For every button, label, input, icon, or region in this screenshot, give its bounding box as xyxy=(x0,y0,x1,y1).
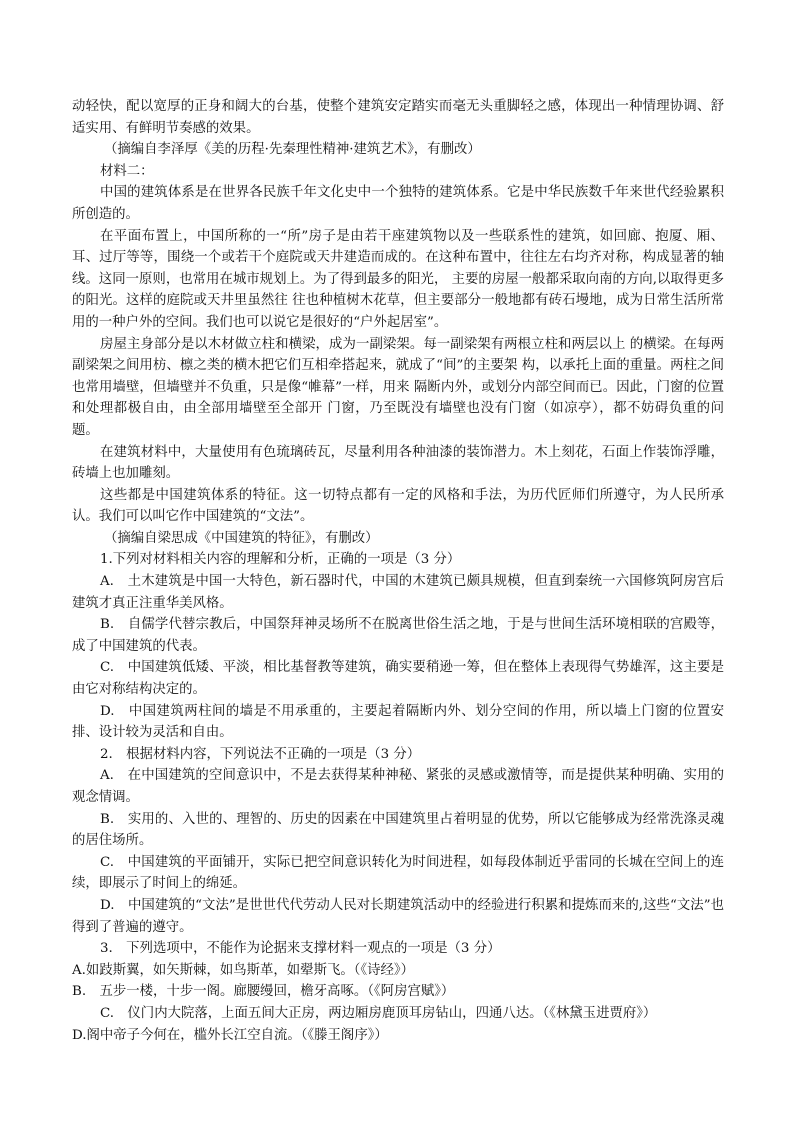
question-1-option-b: B. 自儒学代替宗教后，中国祭拜神灵场所不在脱离世俗生活之地，于是与世间生活环境相联的宫殿等，成了中国建筑的代表。 xyxy=(72,617,724,654)
paragraph-grammar: 这些都是中国建筑体系的特征。这一切特点都有一定的风格和手法，为历代匠师们所遵守，为人民所承认。我们可以叫它作中国建筑的“文法”。 xyxy=(72,487,724,525)
question-2-option-a: A. 在中国建筑的空间意识中，不是去获得某种神秘、紧张的灵感或激情等，而是提供某种明确、实用的观念情调。 xyxy=(72,768,724,805)
question-3-option-d: D.阁中帝子今何在，槛外长江空自流。（《滕王阁序》） xyxy=(72,1027,388,1043)
question-2-option-d: D. 中国建筑的“文法”是世世代代劳动人民对长期建筑活动中的经验进行积累和提炼而来的,这些“文法”也得到了普遍的遵守。 xyxy=(72,897,724,935)
question-3-option-a: A.如跂斯翼，如矢斯棘，如鸟斯革，如翚斯飞。（《诗经》） xyxy=(72,962,414,978)
source-citation-liang-sicheng: （摘编自梁思成《中国建筑的特征》，有删改） xyxy=(104,530,379,546)
paragraph-materials: 在建筑材料中，大量使用有色琉璃砖瓦，尽量利用各种油漆的装饰潜力。木上刻花，石面上作装饰浮雕，砖墙上也加雕刻。 xyxy=(72,444,724,482)
question-3-option-b: B. 五步一楼，十步一阁。廊腰缦回，檐牙高啄。（《阿房宫赋》） xyxy=(72,984,455,1000)
paragraph-intro: 中国的建筑体系是在世界各民族千年文化史中一个独特的建筑体系。它是中华民族数千年来世代经验累积所创造的。 xyxy=(72,185,724,222)
question-1-option-a: A. 土木建筑是中国一大特色，新石器时代，中国的木建筑已颇具规模，但直到秦统一六国修筑阿房宫后建筑才真正注重华美风格。 xyxy=(72,574,724,611)
question-1-option-d: D. 中国建筑两柱间的墙是不用承重的，主要起着隔断内外、划分空间的作用，所以墙上门窗的位置安排、设计较为灵活和自由。 xyxy=(72,703,724,741)
paragraph-plan-layout: 在平面布置上，中国所称的一“所”房子是由若干座建筑物以及一些联系性的建筑，如回廊、抱厦、厢、耳、过厅等等，围绕一个或若干个庭院或天井建造而成的。在这种布置中，往往左右均齐对称，构成显著的轴线。这同一原则，也常用在城市规划上。为了得到最多的阳光， 主要的房屋一般都采取向南的方向,以取得更多的阳光。这样的庭院或天井里虽然往 往也种植树木花草，但主要部分一般地都有砖石墁地，成为日常生活所常用的一种户外的空间。我们也可以说它是很好的“户外起居室”。 xyxy=(72,228,724,330)
question-3: 3. 下列选项中，不能作为论据来支撑材料一观点的一项是（3 分） xyxy=(100,941,501,957)
document-page xyxy=(72,96,724,1046)
paragraph-structure: 房屋主身部分是以木材做立柱和横梁，成为一副梁架。每一副梁架有两根立柱和两层以上 的横梁。在每两副梁架之间用枋、檩之类的横木把它们互相牵搭起来，就成了“间”的主要架 构，以承托上面的重量。两柱之间也常用墙壁，但墙壁并不负重，只是像“帷幕”一样，用来 隔断内外，或划分内部空间而已。因此，门窗的位置和处理都极自由，由全部用墙壁至全部开 门窗，乃至既没有墙壁也没有门窗（如凉亭），都不妨碍负重的问题。 xyxy=(72,336,724,438)
source-citation-li-zehou: （摘编自李泽厚《美的历程·先秦理性精神·建筑艺术》，有删改） xyxy=(104,142,481,158)
question-2-option-b: B. 实用的、入世的、理智的、历史的因素在中国建筑里占着明显的优势，所以它能够成为经常洗涤灵魂的居住场所。 xyxy=(72,811,724,849)
question-2-option-c: C. 中国建筑的平面铺开，实际已把空间意识转化为时间进程，如每段体制近乎雷同的长城在空间上的连续，即展示了时间上的绵延。 xyxy=(72,854,724,892)
question-1: 1.下列对材料相关内容的理解和分析，正确的一项是（3 分） xyxy=(100,552,461,568)
question-1-option-c: C. 中国建筑低矮、平淡，相比基督教等建筑，确实要稍逊一筹，但在整体上表现得气势雄浑，这主要是由它对称结构决定的。 xyxy=(72,660,724,698)
paragraph-material-one-ending: 动轻快，配以宽厚的正身和阔大的台基，使整个建筑安定踏实而毫无头重脚轻之感，体现出一种情理协调、舒适实用、有鲜明节奏感的效果。 xyxy=(72,99,724,136)
question-3-option-c: C. 仪门内大院落，上面五间大正房，两边厢房鹿顶耳房钻山，四通八达。（《林黛玉进贾府》） xyxy=(100,1005,657,1021)
question-2: 2. 根据材料内容，下列说法不正确的一项是（3 分） xyxy=(100,746,421,762)
material-two-heading: 材料二： xyxy=(100,163,154,179)
